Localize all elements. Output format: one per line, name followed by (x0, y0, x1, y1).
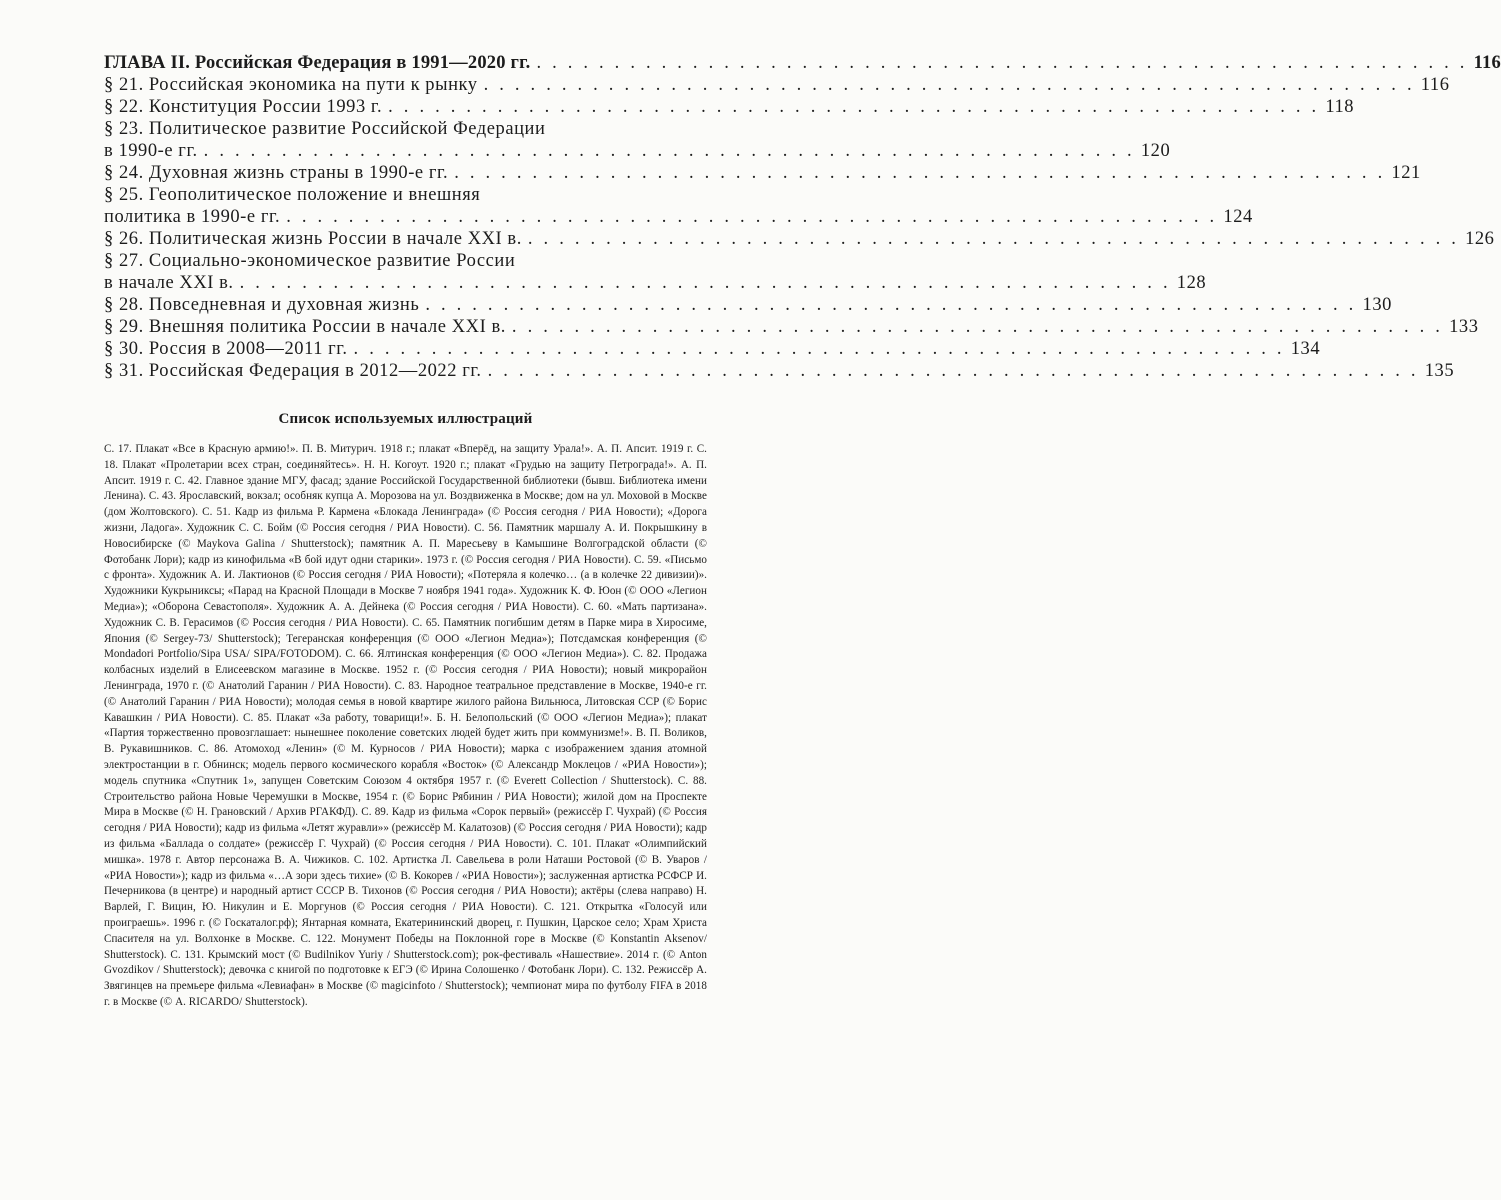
toc-page-number: 121 (1391, 163, 1421, 183)
toc-entry-title: § 29. Внешняя политика России в начале XXI в. (104, 317, 506, 337)
toc-page-number: 124 (1223, 207, 1253, 227)
illustrations-section (104, 411, 707, 1011)
toc-entry (104, 316, 1479, 338)
toc-entry-title: § 28. Повседневная и духовная жизнь (104, 295, 420, 315)
toc-entry-title: § 31. Российская Федерация в 2012—2022 гг. (104, 361, 482, 381)
toc-entry-title-first-line: § 27. Социально-экономическое развитие России (104, 251, 516, 271)
toc-entry-title-first-line: § 25. Геополитическое положение и внешняя (104, 185, 481, 205)
toc-entry-title: в начале XXI в. (104, 273, 234, 293)
toc-page-number: 134 (1290, 339, 1321, 359)
toc-entry (104, 184, 1253, 228)
toc-page-number: 133 (1449, 317, 1479, 337)
toc-leader-dots: . . . . . . . . . . . . . . . . . . . . . . . . . . . . . . . . . . . . . . . . . . . . . . . . . . . . . . . . . . . . (487, 361, 1419, 381)
toc-page-number: 120 (1140, 141, 1171, 161)
toc-page-number: 126 (1465, 229, 1495, 249)
toc-entry (104, 96, 1355, 118)
toc-leader-dots: . . . . . . . . . . . . . . . . . . . . . . . . . . . . . . . . . . . . . . . . . . . . . . . . . . . . . . . . . . . . (286, 207, 1218, 227)
toc-entry (104, 228, 1495, 250)
illustrations-list: С. 17. Плакат «Все в Красную армию!». П. В. Митурич. 1918 г.; плакат «Вперёд, на защиту Урала!». А. П. Апсит. 1919 г. С. 18. Плакат «Пролетарии всех стран, соединяйтесь». Н. Н. Когоут. 1920 г.; плакат «Грудью на защиту Петрограда!». А. П. Апсит. 1919 г. С. 42. Главное здание МГУ, фасад; здание Российской Государственной библиотеки (бывш. Библиотека имени Ленина). С. 43. Ярославский, вокзал; особняк купца А. Морозова на ул. Воздвиженка в Москве; дом на ул. Моховой в Москве (дом Жолтовского). С. 51. Кадр из фильма Р. Кармена «Блокада Ленинграда» (© Россия сегодня / РИА Новости); «Дорога жизни, Ладога». Художник С. С. Бойм (© Россия сегодня / РИА Новости). С. 56. Памятник маршалу А. И. Покрышкину в Новосибирске (© Maykova Galina / Shutterstock); памятник А. П. Маресьеву в Камышине Волгоградской области (© Фотобанк Лори); кадр из кинофильма «В бой идут одни старики». 1973 г. (© Россия сегодня / РИА Новости). С. 59. «Письмо с фронта». Художник А. И. Лактионов (© Россия сегодня / РИА Новости); «Потеряла я колечко… (а в колечке 22 дивизии)». Художники Кукрыниксы; «Парад на Красной Площади в Москве 7 ноября 1941 года». Художник К. Ф. Юон (© ООО «Легион Медиа»); «Оборона Севастополя». Художник А. А. Дейнека (© Россия сегодня / РИА Новости). С. 60. «Мать партизана». Художник С. В. Герасимов (© Россия сегодня / РИА Новости). С. 65. Памятник погибшим детям в Парке мира в Хиросиме, Япония (© Sergey-73/ Shutterstock); Тегеранская конференция (© ООО «Легион Медиа»); Потсдамская конференция (© Mondadori Portfolio/Sipa USA/ SIPA/FOTODOM). С. 66. Ялтинская конференция (© ООО «Легион Медиа»). С. 82. Продажа колбасных изделий в Елисеевском магазине в Москве. 1952 г. (© Россия сегодня / РИА Новости); новый микрорайон Ленинграда, 1970 г. (© Анатолий Гаранин / РИА Новости). С. 83. Народное театральное представление в Москве, 1940-е гг. (© Анатолий Гаранин / РИА Новости); молодая семья в новой квартире жилого района Вильнюса, Литовская ССР (© Борис Кавашкин / РИА Новости). С. 85. Плакат «За работу, товарищи!». Б. Н. Белопольский (© ООО «Легион Медиа»); плакат «Партия торжественно провозглашает: нынешнее поколение советских людей будет жить при коммунизме!». В. П. Воликов, В. Рукавишников. С. 86. Атомоход «Ленин» (© М. Курносов / РИА Новости); марка с изображением здания атомной электростанции в г. Обнинск; модель первого космического корабля «Восток» (© Александр Моклецов / «РИА Новости»); модель спутника «Спутник 1», запущен Советским Союзом 4 октября 1957 г. (© Everett Collection / Shutterstock). С. 88. Строительство района Новые Черемушки в Москве, 1954 г. (© Борис Рябинин / РИА Новости); жилой дом на Проспекте Мира в Москве (© Н. Грановский / Архив РГАКФД). С. 89. Кадр из фильма «Сорок первый» (режиссёр Г. Чухрай) (© Россия сегодня / РИА Новости); кадр из фильма «Летят журавли»» (режиссёр М. Калатозов) (© Россия сегодня / РИА Новости); кадр из фильма «Баллада о солдате» (режиссёр Г. Чухрай) (© Россия сегодня / РИА Новости). С. 101. Плакат «Олимпийский мишка». 1978 г. Автор персонажа В. А. Чижиков. С. 102. Артистка Л. Савельева в роли Наташи Ростовой (© В. Уваров / «РИА Новости»); кадр из фильма «…А зори здесь тихие» (© В. Кокорев / «РИА Новости»); заслуженная артистка РСФСР И. Печерникова (в центре) и народный артист СССР В. Тихонов (© Россия сегодня / РИА Новости); актёры (слева направо) Н. Варлей, Г. Вицин, Ю. Никулин и Е. Моргунов (© Россия сегодня / РИА Новости). С. 121. Открытка «Голосуй или проиграешь». 1996 г. (© Госкаталог.рф); Янтарная комната, Екатерининский дворец, г. Пушкин, Царское село; Храм Христа Спасителя на ул. Волхонке в Москве. С. 122. Монумент Победы на Поклонной горе в Москве (© Konstantin Aksenov/ Shutterstock). С. 131. Крымский мост (© Budilnikov Yuriy / Shutterstock.com); рок-фестиваль «Нашествие». 2014 г. (© Anton Gvozdikov / Shutterstock); девочка с книгой по подготовке к ЕГЭ (© Ирина Солошенко / Фотобанк Лори). С. 132. Режиссёр А. Звягинцев на премьере фильма «Левиафан» в Москве (© magicinfoto / Shutterstock); чемпионат мира по футболу FIFA в 2018 г. в Москве (© A. RICARDO/ Shutterstock). (104, 443, 707, 1008)
toc-page-number: 116 (1473, 53, 1501, 73)
toc-entry (104, 360, 1455, 382)
toc-leader-dots: . . . . . . . . . . . . . . . . . . . . . . . . . . . . . . . . . . . . . . . . . . . . . . . . . . . . . . . . . . . . (239, 273, 1171, 293)
toc-entry-title-first-line: § 23. Политическое развитие Российской Федерации (104, 119, 546, 139)
toc-leader-dots: . . . . . . . . . . . . . . . . . . . . . . . . . . . . . . . . . . . . . . . . . . . . . . . . . . . . . . . . . . . . (527, 229, 1460, 249)
toc-entry (104, 294, 1392, 316)
toc-leader-dots: . . . . . . . . . . . . . . . . . . . . . . . . . . . . . . . . . . . . . . . . . . . . . . . . . . . . . . . . . . . . (483, 75, 1415, 95)
toc-leader-dots: . . . . . . . . . . . . . . . . . . . . . . . . . . . . . . . . . . . . . . . . . . . . . . . . . . . . . . . . . . . . (511, 317, 1444, 337)
toc-entry (104, 250, 1207, 294)
toc-leader-dots: . . . . . . . . . . . . . . . . . . . . . . . . . . . . . . . . . . . . . . . . . . . . . . . . . . . . . . . . . . . . (203, 141, 1135, 161)
toc-leader-dots: . . . . . . . . . . . . . . . . . . . . . . . . . . . . . . . . . . . . . . . . . . . . . . . . . . . . . . . . . . . . (353, 339, 1285, 359)
toc-entry-title: § 30. Россия в 2008—2011 гг. (104, 339, 348, 359)
toc-chapter-entry (104, 52, 1501, 74)
toc-page-number: 128 (1176, 273, 1207, 293)
toc-entry-title: § 24. Духовная жизнь страны в 1990-е гг. (104, 163, 449, 183)
toc-entry-title: ГЛАВА II. Российская Федерация в 1991—2020 гг. (104, 53, 531, 73)
toc-entry (104, 162, 1421, 184)
toc-leader-dots: . . . . . . . . . . . . . . . . . . . . . . . . . . . . . . . . . . . . . . . . . . . . . . . . . . . . . . . . . . . . (388, 97, 1320, 117)
toc-page-number: 118 (1325, 97, 1355, 117)
toc-page-number: 116 (1420, 75, 1450, 95)
toc-entry-title: § 22. Конституция России 1993 г. (104, 97, 383, 117)
toc-leader-dots: . . . . . . . . . . . . . . . . . . . . . . . . . . . . . . . . . . . . . . . . . . . . . . . . . . . . . . . . . . . . (536, 53, 1468, 73)
toc-entry (104, 338, 1321, 360)
table-of-contents (104, 52, 1501, 382)
toc-leader-dots: . . . . . . . . . . . . . . . . . . . . . . . . . . . . . . . . . . . . . . . . . . . . . . . . . . . . . . . . . . . . (454, 163, 1386, 183)
toc-page-number: 135 (1424, 361, 1455, 381)
toc-entry-title: § 26. Политическая жизнь России в начале XXI в. (104, 229, 522, 249)
toc-entry (104, 74, 1450, 96)
toc-page-number: 130 (1362, 295, 1392, 315)
toc-entry-title: политика в 1990-е гг. (104, 207, 281, 227)
illustrations-title: Список используемых иллюстраций (278, 411, 533, 427)
toc-entry-title: в 1990-е гг. (104, 141, 198, 161)
toc-entry-title: § 21. Российская экономика на пути к рынку (104, 75, 478, 95)
toc-leader-dots: . . . . . . . . . . . . . . . . . . . . . . . . . . . . . . . . . . . . . . . . . . . . . . . . . . . . . . . . . . . . (425, 295, 1357, 315)
toc-entry (104, 118, 1171, 162)
